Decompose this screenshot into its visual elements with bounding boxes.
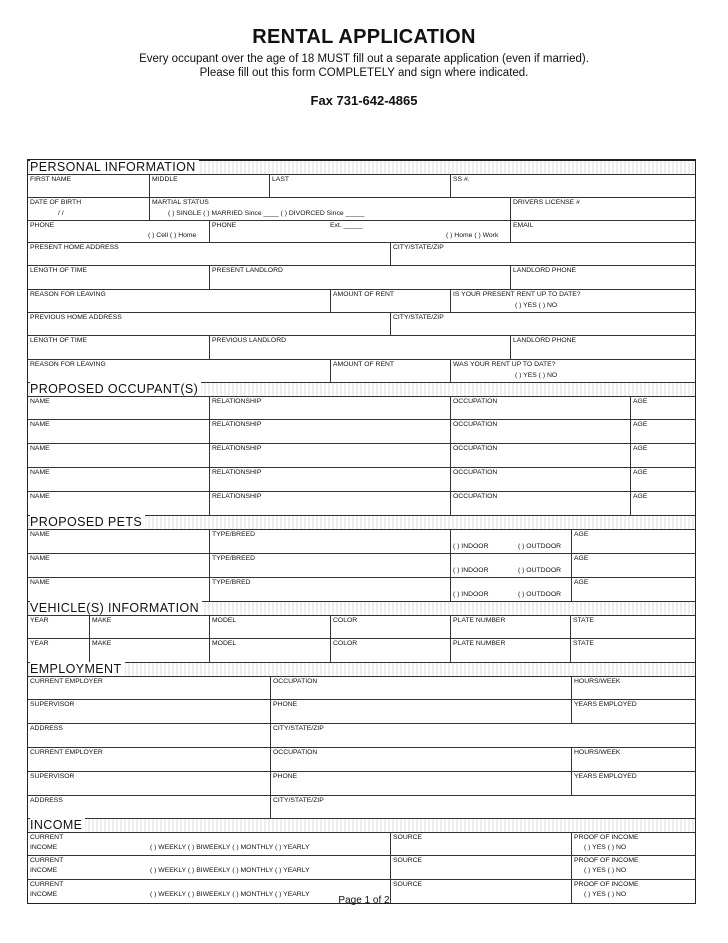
occupant-occupation-field[interactable] [450, 468, 631, 491]
present-address-field[interactable] [28, 243, 390, 265]
field-label: PHONE [30, 222, 55, 229]
field-label: AGE [633, 398, 648, 405]
years-employed-field[interactable] [571, 700, 696, 723]
occupant-row [28, 468, 695, 492]
field-label: NAME [30, 493, 50, 500]
was-rent-up-to-date-field[interactable] [450, 360, 696, 382]
years-employed-field[interactable] [571, 772, 696, 795]
section-proposed-occupants [28, 383, 695, 397]
occupant-age-field[interactable] [630, 397, 696, 419]
marital-status-options: ( ) SINGLE ( ) MARRIED Since ____ ( ) DIVORCED Since _____ [168, 210, 365, 217]
field-label: EMAIL [513, 222, 534, 229]
field-label: MARTIAL STATUS [152, 199, 209, 206]
marital-status-field[interactable] [149, 198, 511, 220]
field-label: SUPERVISOR [30, 773, 75, 780]
pet-name-field[interactable] [28, 578, 209, 601]
vehicle-state-field[interactable] [570, 639, 696, 662]
previous-length-of-time-field[interactable] [28, 336, 209, 359]
employment-occupation-field[interactable] [270, 677, 572, 699]
supervisor-row [28, 700, 695, 724]
pet-indoor-outdoor-field[interactable] [450, 578, 572, 601]
proof-of-income-field[interactable] [571, 833, 696, 855]
field-label: RELATIONSHIP [212, 445, 262, 452]
field-label: YEAR [30, 640, 49, 647]
field-label: PLATE NUMBER [453, 640, 506, 647]
field-label: MAKE [92, 640, 112, 647]
section-title: PROPOSED PETS [30, 515, 145, 529]
yes-no-options[interactable]: ( ) YES ( ) NO [584, 891, 627, 898]
last-name-field[interactable] [269, 175, 451, 197]
previous-reason-for-leaving-field[interactable] [28, 360, 330, 382]
pet-age-field[interactable] [571, 554, 696, 577]
field-label: LAST [272, 176, 289, 183]
phone-field-2[interactable] [209, 221, 511, 242]
field-label: REASON FOR LEAVING [30, 361, 106, 368]
vehicle-row [28, 639, 695, 663]
field-label: INCOME [30, 891, 58, 898]
field-label: MODEL [212, 640, 237, 647]
employer-address-row [28, 796, 695, 819]
income-row [28, 856, 695, 880]
vehicle-state-field[interactable] [570, 616, 696, 638]
field-label: PRESENT HOME ADDRESS [30, 244, 119, 251]
vehicle-row [28, 616, 695, 639]
field-label: PHONE [212, 222, 237, 229]
pet-type-breed-field[interactable] [209, 530, 451, 553]
pet-age-field[interactable] [571, 530, 696, 553]
employer-row [28, 748, 695, 772]
phone-extension: Ext. _____ [330, 222, 363, 229]
field-label: CITY/STATE/ZIP [273, 797, 324, 804]
pet-type-breed-field[interactable] [209, 578, 451, 601]
employer-city-state-zip-field[interactable] [270, 796, 696, 818]
previous-landlord-row [28, 336, 695, 360]
pet-row [28, 530, 695, 554]
yes-no-options[interactable]: ( ) YES ( ) NO [584, 867, 627, 874]
occupant-occupation-field[interactable] [450, 397, 631, 419]
current-income-field[interactable] [28, 856, 390, 879]
ss-number-field[interactable] [450, 175, 696, 197]
field-label: AGE [633, 445, 648, 452]
previous-city-state-zip-field[interactable] [390, 313, 696, 335]
outdoor-option[interactable]: ( ) OUTDOOR [518, 543, 562, 550]
field-label: HOURS/WEEK [574, 678, 621, 685]
field-label: SS #. [453, 176, 470, 183]
proof-of-income-field[interactable] [571, 856, 696, 879]
length-of-time-field[interactable] [28, 266, 209, 289]
field-label: ADDRESS [30, 797, 63, 804]
rent-up-to-date-field[interactable] [450, 290, 696, 312]
occupant-row [28, 420, 695, 444]
field-label: AGE [574, 579, 589, 586]
pet-indoor-outdoor-field[interactable] [450, 530, 572, 553]
field-label: INCOME [30, 867, 58, 874]
field-label: NAME [30, 579, 50, 586]
amount-of-rent-field[interactable] [330, 290, 451, 312]
previous-landlord-phone-field[interactable] [510, 336, 696, 359]
field-label: PREVIOUS HOME ADDRESS [30, 314, 122, 321]
outdoor-option[interactable]: ( ) OUTDOOR [518, 567, 562, 574]
instructions-line-2: Please fill out this form COMPLETELY and sign where indicated. [199, 67, 529, 79]
field-label: MAKE [92, 617, 112, 624]
pet-name-field[interactable] [28, 554, 209, 577]
pet-row [28, 554, 695, 578]
employer-phone-field[interactable] [270, 772, 572, 795]
field-label: INCOME [30, 844, 58, 851]
instructions-line-1: Every occupant over the age of 18 MUST fill out a separate application (even if married). [139, 53, 589, 65]
employer-city-state-zip-field[interactable] [270, 724, 696, 747]
income-frequency-options[interactable]: ( ) WEEKLY ( ) BIWEEKLY ( ) MONTHLY ( ) YEARLY [150, 867, 310, 874]
income-source-field[interactable] [390, 856, 572, 879]
employer-address-field[interactable] [28, 724, 270, 747]
field-label: PHONE [273, 773, 298, 780]
occupant-occupation-field[interactable] [450, 420, 631, 443]
pet-indoor-outdoor-field[interactable] [450, 554, 572, 577]
vehicle-make-field[interactable] [89, 616, 210, 638]
occupant-relationship-field[interactable] [209, 468, 451, 491]
field-label: SOURCE [393, 834, 423, 841]
field-label: OCCUPATION [453, 398, 498, 405]
field-label: AGE [633, 421, 648, 428]
field-label: OCCUPATION [453, 469, 498, 476]
field-label: NAME [30, 421, 50, 428]
occupant-row [28, 492, 695, 516]
section-title: EMPLOYMENT [30, 662, 125, 676]
date-of-birth-field[interactable] [28, 198, 149, 220]
field-label: STATE [573, 617, 594, 624]
previous-address-field[interactable] [28, 313, 390, 335]
field-label: AGE [574, 555, 589, 562]
field-label: PROOF OF INCOME [574, 881, 639, 888]
occupant-relationship-field[interactable] [209, 397, 451, 419]
yes-no-options[interactable]: ( ) YES ( ) NO [584, 844, 627, 851]
field-label: FIRST NAME [30, 176, 72, 183]
vehicle-year-field[interactable] [28, 639, 89, 662]
occupant-age-field[interactable] [630, 492, 696, 515]
pet-name-field[interactable] [28, 530, 209, 553]
occupant-row [28, 397, 695, 420]
field-label: OCCUPATION [453, 421, 498, 428]
field-label: IS YOUR PRESENT RENT UP TO DATE? [453, 291, 581, 298]
indoor-option[interactable]: ( ) INDOOR [453, 567, 489, 574]
section-title: PROPOSED OCCUPANT(S) [30, 382, 201, 396]
field-label: CITY/STATE/ZIP [273, 725, 324, 732]
supervisor-row [28, 772, 695, 796]
field-label: PRESENT LANDLORD [212, 267, 283, 274]
section-title: INCOME [30, 818, 85, 832]
field-label: NAME [30, 531, 50, 538]
supervisor-field[interactable] [28, 772, 270, 795]
pet-age-field[interactable] [571, 578, 696, 601]
first-name-field[interactable] [28, 175, 149, 197]
current-income-field[interactable] [28, 833, 390, 855]
pet-row [28, 578, 695, 602]
field-label: COLOR [333, 640, 358, 647]
reason-leaving-row [28, 290, 695, 313]
occupant-row [28, 444, 695, 468]
field-label: NAME [30, 555, 50, 562]
employer-address-row [28, 724, 695, 748]
field-label: CURRENT EMPLOYER [30, 749, 103, 756]
field-label: DATE OF BIRTH [30, 199, 82, 206]
section-title: VEHICLE(S) INFORMATION [30, 601, 202, 615]
indoor-option[interactable]: ( ) INDOOR [453, 591, 489, 598]
page-number: Page 1 of 2 [338, 895, 390, 906]
field-label: TYPE/BRED [212, 579, 251, 586]
reason-for-leaving-field[interactable] [28, 290, 330, 312]
occupant-relationship-field[interactable] [209, 420, 451, 443]
occupant-relationship-field[interactable] [209, 492, 451, 515]
field-label: RELATIONSHIP [212, 398, 262, 405]
income-frequency-options[interactable]: ( ) WEEKLY ( ) BIWEEKLY ( ) MONTHLY ( ) YEARLY [150, 891, 310, 898]
hours-per-week-field[interactable] [571, 748, 696, 771]
indoor-option[interactable]: ( ) INDOOR [453, 543, 489, 550]
section-employment [28, 663, 695, 677]
vehicle-plate-number-field[interactable] [450, 616, 571, 638]
fax-number: Fax 731-642-4865 [310, 93, 418, 108]
field-label: REASON FOR LEAVING [30, 291, 106, 298]
section-vehicle-information [28, 602, 695, 616]
yes-no-options: ( ) YES ( ) NO [515, 372, 558, 379]
current-employer-field[interactable] [28, 677, 270, 699]
section-personal-information [28, 161, 695, 175]
outdoor-option[interactable]: ( ) OUTDOOR [518, 591, 562, 598]
income-frequency-options[interactable]: ( ) WEEKLY ( ) BIWEEKLY ( ) MONTHLY ( ) YEARLY [150, 844, 310, 851]
field-label: TYPE/BREED [212, 555, 256, 562]
field-label: COLOR [333, 617, 358, 624]
field-label: CURRENT EMPLOYER [30, 678, 103, 685]
field-label: SOURCE [393, 857, 423, 864]
field-label: TYPE/BREED [212, 531, 256, 538]
employment-occupation-field[interactable] [270, 748, 572, 771]
phone-2-type-options: ( ) Home ( ) Work [446, 232, 499, 239]
field-label: PLATE NUMBER [453, 617, 506, 624]
field-label: RELATIONSHIP [212, 469, 262, 476]
previous-landlord-field[interactable] [209, 336, 511, 359]
occupant-occupation-field[interactable] [450, 492, 631, 515]
field-label: PHONE [273, 701, 298, 708]
field-label: YEARS EMPLOYED [574, 773, 637, 780]
application-form [27, 159, 696, 904]
field-label: YEARS EMPLOYED [574, 701, 637, 708]
field-label: PREVIOUS LANDLORD [212, 337, 287, 344]
occupant-name-field[interactable] [28, 397, 209, 419]
landlord-phone-field[interactable] [510, 266, 696, 289]
middle-name-field[interactable] [149, 175, 270, 197]
field-label: LENGTH OF TIME [30, 267, 87, 274]
field-label: AGE [574, 531, 589, 538]
employer-phone-field[interactable] [270, 700, 572, 723]
phone-1-type-options: ( ) Cell ( ) Home [148, 232, 197, 239]
field-label: LANDLORD PHONE [513, 267, 577, 274]
field-label: OCCUPATION [273, 678, 318, 685]
occupant-age-field[interactable] [630, 420, 696, 443]
field-label: SUPERVISOR [30, 701, 75, 708]
vehicle-year-field[interactable] [28, 616, 89, 638]
present-city-state-zip-field[interactable] [390, 243, 696, 265]
field-label: STATE [573, 640, 594, 647]
field-label: RELATIONSHIP [212, 421, 262, 428]
field-label: HOURS/WEEK [574, 749, 621, 756]
field-label: NAME [30, 398, 50, 405]
field-label: LANDLORD PHONE [513, 337, 577, 344]
field-label: AMOUNT OF RENT [333, 361, 395, 368]
field-label: RELATIONSHIP [212, 493, 262, 500]
vehicle-make-field[interactable] [89, 639, 210, 662]
field-label: NAME [30, 445, 50, 452]
name-row [28, 175, 695, 198]
field-label: WAS YOUR RENT UP TO DATE? [453, 361, 556, 368]
field-label: CURRENT [30, 881, 64, 888]
occupant-name-field[interactable] [28, 420, 209, 443]
present-landlord-field[interactable] [209, 266, 511, 289]
field-label: PROOF OF INCOME [574, 834, 639, 841]
vehicle-color-field[interactable] [330, 616, 451, 638]
field-label: AGE [633, 469, 648, 476]
field-label: YEAR [30, 617, 49, 624]
present-landlord-row [28, 266, 695, 290]
field-label: LENGTH OF TIME [30, 337, 87, 344]
hours-per-week-field[interactable] [571, 677, 696, 699]
previous-address-row [28, 313, 695, 336]
yes-no-options: ( ) YES ( ) NO [515, 302, 558, 309]
occupant-occupation-field[interactable] [450, 444, 631, 467]
section-proposed-pets [28, 516, 695, 530]
phone-row [28, 221, 695, 243]
field-label: OCCUPATION [453, 445, 498, 452]
dob-row [28, 198, 695, 221]
field-label: ADDRESS [30, 725, 63, 732]
field-label: CITY/STATE/ZIP [393, 244, 444, 251]
field-label: AMOUNT OF RENT [333, 291, 395, 298]
vehicle-plate-number-field[interactable] [450, 639, 571, 662]
field-label: MIDDLE [152, 176, 178, 183]
income-row [28, 833, 695, 856]
section-income [28, 819, 695, 833]
previous-reason-row [28, 360, 695, 383]
occupant-age-field[interactable] [630, 444, 696, 467]
vehicle-color-field[interactable] [330, 639, 451, 662]
field-label: SOURCE [393, 881, 423, 888]
form-title: RENTAL APPLICATION [252, 26, 476, 48]
email-field[interactable] [510, 221, 696, 242]
drivers-license-field[interactable] [510, 198, 696, 220]
field-label: PROOF OF INCOME [574, 857, 639, 864]
field-label: AGE [633, 493, 648, 500]
field-label: DRIVERS LICENSE # [513, 199, 580, 206]
field-label: CURRENT [30, 834, 64, 841]
current-employer-field[interactable] [28, 748, 270, 771]
section-title: PERSONAL INFORMATION [30, 160, 199, 174]
phone-field-1[interactable] [28, 221, 209, 242]
occupant-age-field[interactable] [630, 468, 696, 491]
occupant-relationship-field[interactable] [209, 444, 451, 467]
employer-row [28, 677, 695, 700]
field-label: OCCUPATION [273, 749, 318, 756]
present-address-row [28, 243, 695, 266]
field-label: MODEL [212, 617, 237, 624]
employer-address-field[interactable] [28, 796, 270, 818]
vehicle-model-field[interactable] [209, 616, 331, 638]
pet-type-breed-field[interactable] [209, 554, 451, 577]
field-label: CURRENT [30, 857, 64, 864]
vehicle-model-field[interactable] [209, 639, 331, 662]
income-source-field[interactable] [390, 833, 572, 855]
occupant-name-field[interactable] [28, 492, 209, 515]
supervisor-field[interactable] [28, 700, 270, 723]
occupant-name-field[interactable] [28, 444, 209, 467]
field-label: OCCUPATION [453, 493, 498, 500]
field-label: NAME [30, 469, 50, 476]
previous-amount-of-rent-field[interactable] [330, 360, 451, 382]
field-label: CITY/STATE/ZIP [393, 314, 444, 321]
dob-separators: / / [58, 210, 64, 217]
occupant-name-field[interactable] [28, 468, 209, 491]
